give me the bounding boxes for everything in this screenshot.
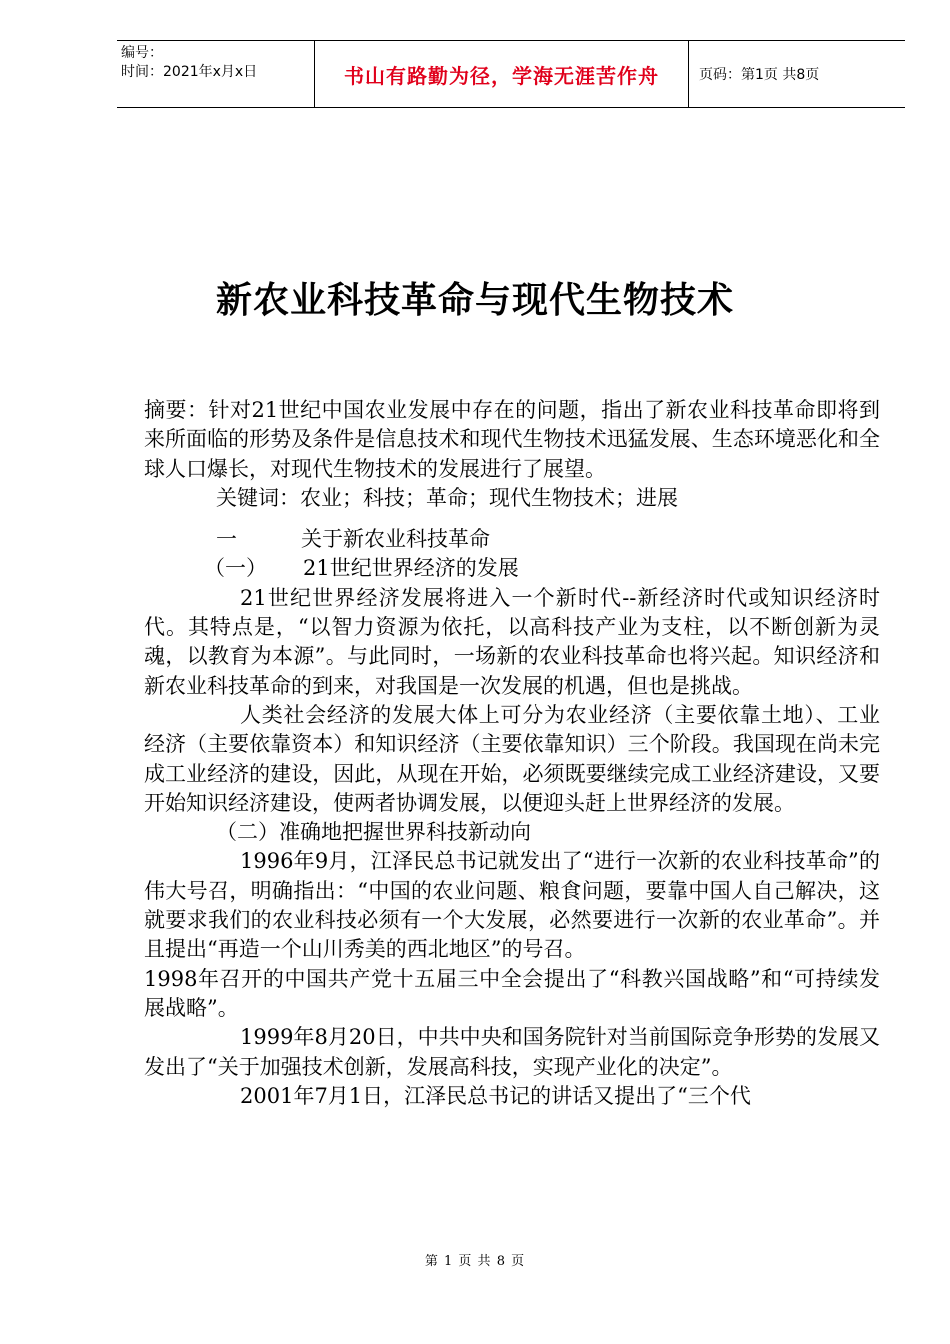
- document-body: [144, 396, 880, 1111]
- page-footer: 第 1 页 共 8 页: [424, 1254, 526, 1269]
- subsection-heading-2: （二）准确地把握世界科技新动向: [216, 820, 531, 845]
- body-paragraph-1: 21世纪世界经济发展将进入一个新时代--新经济时代或知识经济时代。其特点是，“以智力资源为依托，以高科技产业为支柱，以不断创新为灵魂，以教育为本源”。与此同时，一场新的农业科技革命也将兴起。知识经济和新农业科技革命的到来，对我国是一次发展的机遇，但也是挑战。: [144, 585, 880, 698]
- subsection-number: （一）: [204, 556, 267, 581]
- document-title: 新农业科技革命与现代生物技术: [215, 279, 734, 321]
- document-header: [117, 40, 905, 108]
- subsection-title: 21世纪世界经济的发展: [303, 556, 519, 581]
- body-paragraph-5: 1999年8月20日，中共中央和国务院针对当前国际竞争形势的发展又发出了“关于加强技术创新，发展高科技，实现产业化的决定”。: [144, 1025, 880, 1079]
- section-title: 关于新农业科技革命: [301, 527, 490, 552]
- section-number: 一: [216, 527, 237, 552]
- header-page-info: 页码：第1页 共8页: [699, 67, 820, 83]
- header-motto: 书山有路勤为径，学海无涯苦作舟: [315, 41, 689, 107]
- abstract-paragraph: 摘要：针对21世纪中国农业发展中存在的问题，指出了新农业科技革命即将到来所面临的形势及条件是信息技术和现代生物技术迅猛发展、生态环境恶化和全球人口爆长，对现代生物技术的发展进行了展望。: [144, 398, 880, 481]
- body-paragraph-4: 1998年召开的中国共产党十五届三中全会提出了“科教兴国战略”和“可持续发展战略”。: [144, 966, 880, 1020]
- time-label: 时间：2021年x月x日: [121, 64, 258, 80]
- keywords-paragraph: 关键词：农业；科技；革命；现代生物技术；进展: [216, 485, 678, 510]
- header-meta: [117, 41, 315, 107]
- subsection-heading-1: [144, 554, 880, 583]
- body-paragraph-3: 1996年9月，江泽民总书记就发出了“进行一次新的农业科技革命”的伟大号召，明确指出：“中国的农业问题、粮食问题，要靠中国人自己解决，这就要求我们的农业科技必须有一个大发展，必然要进行一次新的农业革命”。并且提出“再造一个山川秀美的西北地区”的号召。: [144, 849, 880, 962]
- body-paragraph-2: 人类社会经济的发展大体上可分为农业经济（主要依靠土地）、工业经济（主要依靠资本）和知识经济（主要依靠知识）三个阶段。我国现在尚未完成工业经济的建设，因此，从现在开始，必须既要继续完成工业经济建设，又要开始知识经济建设，使两者协调发展，以便迎头赶上世界经济的发展。: [144, 702, 880, 815]
- section-heading: [144, 525, 880, 554]
- body-paragraph-6: 2001年7月1日，江泽民总书记的讲话又提出了“三个代: [240, 1083, 751, 1108]
- number-label: 编号：: [121, 45, 163, 61]
